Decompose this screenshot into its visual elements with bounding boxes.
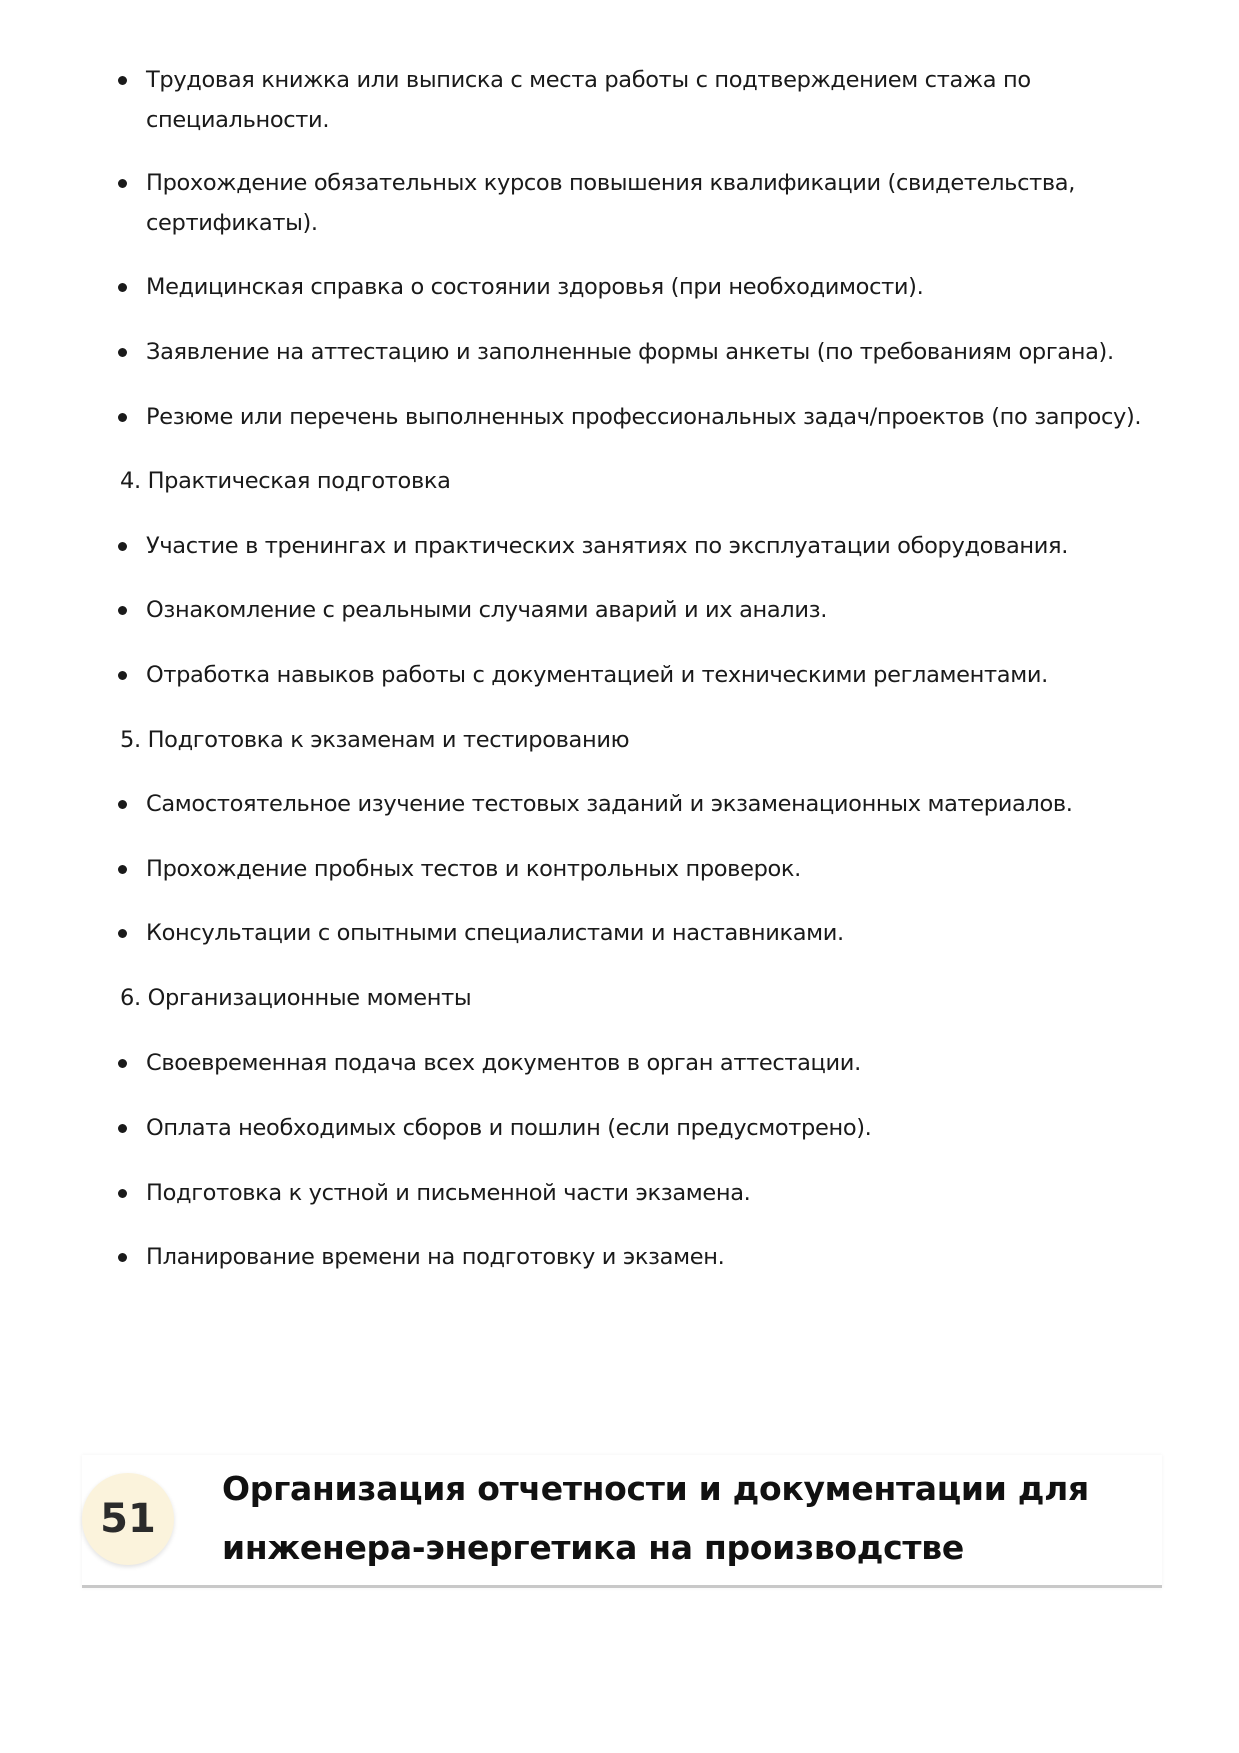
list-item-text: Прохождение пробных тестов и контрольных проверок. xyxy=(146,856,801,882)
list-item-text: Своевременная подача всех документов в орган аттестации. xyxy=(146,1050,861,1076)
bullet-dot xyxy=(118,413,127,422)
section-heading xyxy=(120,461,451,501)
list-item-text: Прохождение обязательных курсов повышения квалификации (свидетельства, xyxy=(146,170,1075,196)
list-item-text: Самостоятельное изучение тестовых заданий и экзаменационных материалов. xyxy=(146,791,1073,817)
bullet-dot xyxy=(118,283,127,292)
list-item-text: Подготовка к устной и письменной части экзамена. xyxy=(146,1180,751,1206)
chapter-title-line: инженера-энергетика на производстве xyxy=(222,1528,964,1567)
bullet-dot xyxy=(118,606,127,615)
section-title: Практическая подготовка xyxy=(147,468,451,494)
section-title: Подготовка к экзаменам и тестированию xyxy=(147,727,630,753)
bullet-dot xyxy=(118,76,127,85)
section-number: 5. xyxy=(120,727,141,753)
bullet-dot xyxy=(118,865,127,874)
section-number: 6. xyxy=(120,985,141,1011)
bullet-dot xyxy=(118,1253,127,1262)
list-item-text: Отработка навыков работы с документацией и техническими регламентами. xyxy=(146,662,1048,688)
chapter-title-line: Организация отчетности и документации для xyxy=(222,1469,1089,1508)
bullet-dot xyxy=(118,542,127,551)
list-item-text: Планирование времени на подготовку и экзамен. xyxy=(146,1244,725,1270)
bullet-dot xyxy=(118,671,127,680)
section-heading xyxy=(120,978,471,1018)
list-item-text: Ознакомление с реальными случаями аварий и их анализ. xyxy=(146,597,828,623)
section-number: 4. xyxy=(120,468,141,494)
list-item-text: Резюме или перечень выполненных профессиональных задач/проектов (по запросу). xyxy=(146,404,1142,430)
list-item-text: Трудовая книжка или выписка с места работы с подтверждением стажа по xyxy=(146,67,1031,93)
chapter-title xyxy=(222,1459,1142,1577)
section-title: Организационные моменты xyxy=(147,985,472,1011)
list-item-text: Заявление на аттестацию и заполненные формы анкеты (по требованиям органа). xyxy=(146,339,1114,365)
bullet-dot xyxy=(118,800,127,809)
chapter-number-badge: 51 xyxy=(82,1473,174,1565)
list-item-text: Участие в тренингах и практических занятиях по эксплуатации оборудования. xyxy=(146,533,1069,559)
list-item-text: сертификаты). xyxy=(146,210,318,236)
bullet-dot xyxy=(118,348,127,357)
list-item-text: Оплата необходимых сборов и пошлин (если предусмотрено). xyxy=(146,1115,872,1141)
list-item-text: специальности. xyxy=(146,107,330,133)
bullet-dot xyxy=(118,1189,127,1198)
bullet-dot xyxy=(118,179,127,188)
list-item-text: Медицинская справка о состоянии здоровья (при необходимости). xyxy=(146,274,924,300)
section-heading xyxy=(120,720,629,760)
bullet-dot xyxy=(118,929,127,938)
bullet-dot xyxy=(118,1059,127,1068)
list-item-text: Консультации с опытными специалистами и наставниками. xyxy=(146,920,844,946)
chapter-header xyxy=(82,1455,1162,1588)
bullet-dot xyxy=(118,1124,127,1133)
